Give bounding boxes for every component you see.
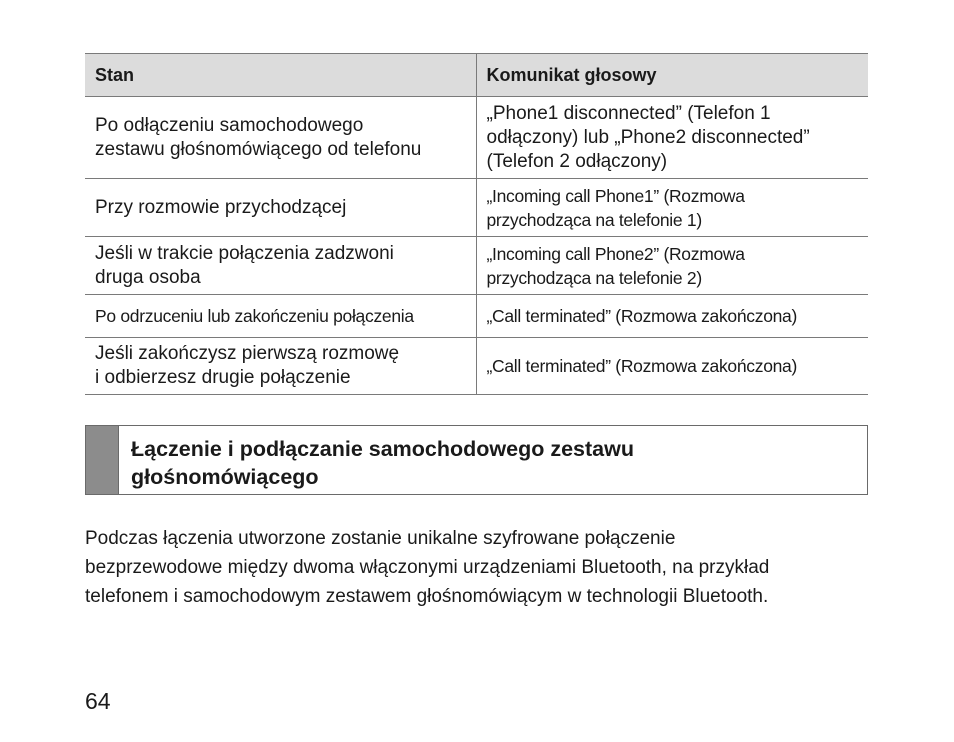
table-row bbox=[85, 179, 868, 237]
section-heading bbox=[85, 425, 868, 495]
body-paragraph: Podczas łączenia utworzone zostanie unikalne szyfrowane połączenie bezprzewodowe między dwoma włączonymi urządzeniami Bluetooth, na przykład telefonem i samochodowym zestawem głośnomówiącym w technologii Bluetooth. bbox=[85, 528, 770, 607]
header-voice-message: Komunikat głosowy bbox=[476, 54, 868, 97]
message-cell: „Phone1 disconnected” (Telefon 1 odłączony) lub „Phone2 disconnected” (Telefon 2 odłączony) bbox=[476, 97, 868, 179]
message-cell: „Incoming call Phone1” (Rozmowa przychodząca na telefonie 1) bbox=[476, 179, 868, 237]
state-cell: Przy rozmowie przychodzącej bbox=[85, 179, 476, 237]
message-cell: „Call terminated” (Rozmowa zakończona) bbox=[476, 295, 868, 338]
state-cell: Po odrzuceniu lub zakończeniu połączenia bbox=[85, 295, 476, 338]
voice-messages-table bbox=[85, 53, 868, 395]
message-cell: „Call terminated” (Rozmowa zakończona) bbox=[476, 338, 868, 395]
section-title: Łączenie i podłączanie samochodowego zestawu głośnomówiącego bbox=[131, 437, 634, 489]
table-row bbox=[85, 295, 868, 338]
table-row bbox=[85, 338, 868, 395]
table-header-row bbox=[85, 54, 868, 97]
table-row bbox=[85, 237, 868, 295]
state-cell: Po odłączeniu samochodowego zestawu głośnomówiącego od telefonu bbox=[85, 97, 476, 179]
section-accent-bar bbox=[86, 426, 119, 494]
table-row bbox=[85, 97, 868, 179]
page-number: 64 bbox=[85, 688, 111, 714]
state-cell: Jeśli zakończysz pierwszą rozmowę i odbierzesz drugie połączenie bbox=[85, 338, 476, 395]
header-state: Stan bbox=[85, 54, 476, 97]
message-cell: „Incoming call Phone2” (Rozmowa przychodząca na telefonie 2) bbox=[476, 237, 868, 295]
state-cell: Jeśli w trakcie połączenia zadzwoni druga osoba bbox=[85, 237, 476, 295]
